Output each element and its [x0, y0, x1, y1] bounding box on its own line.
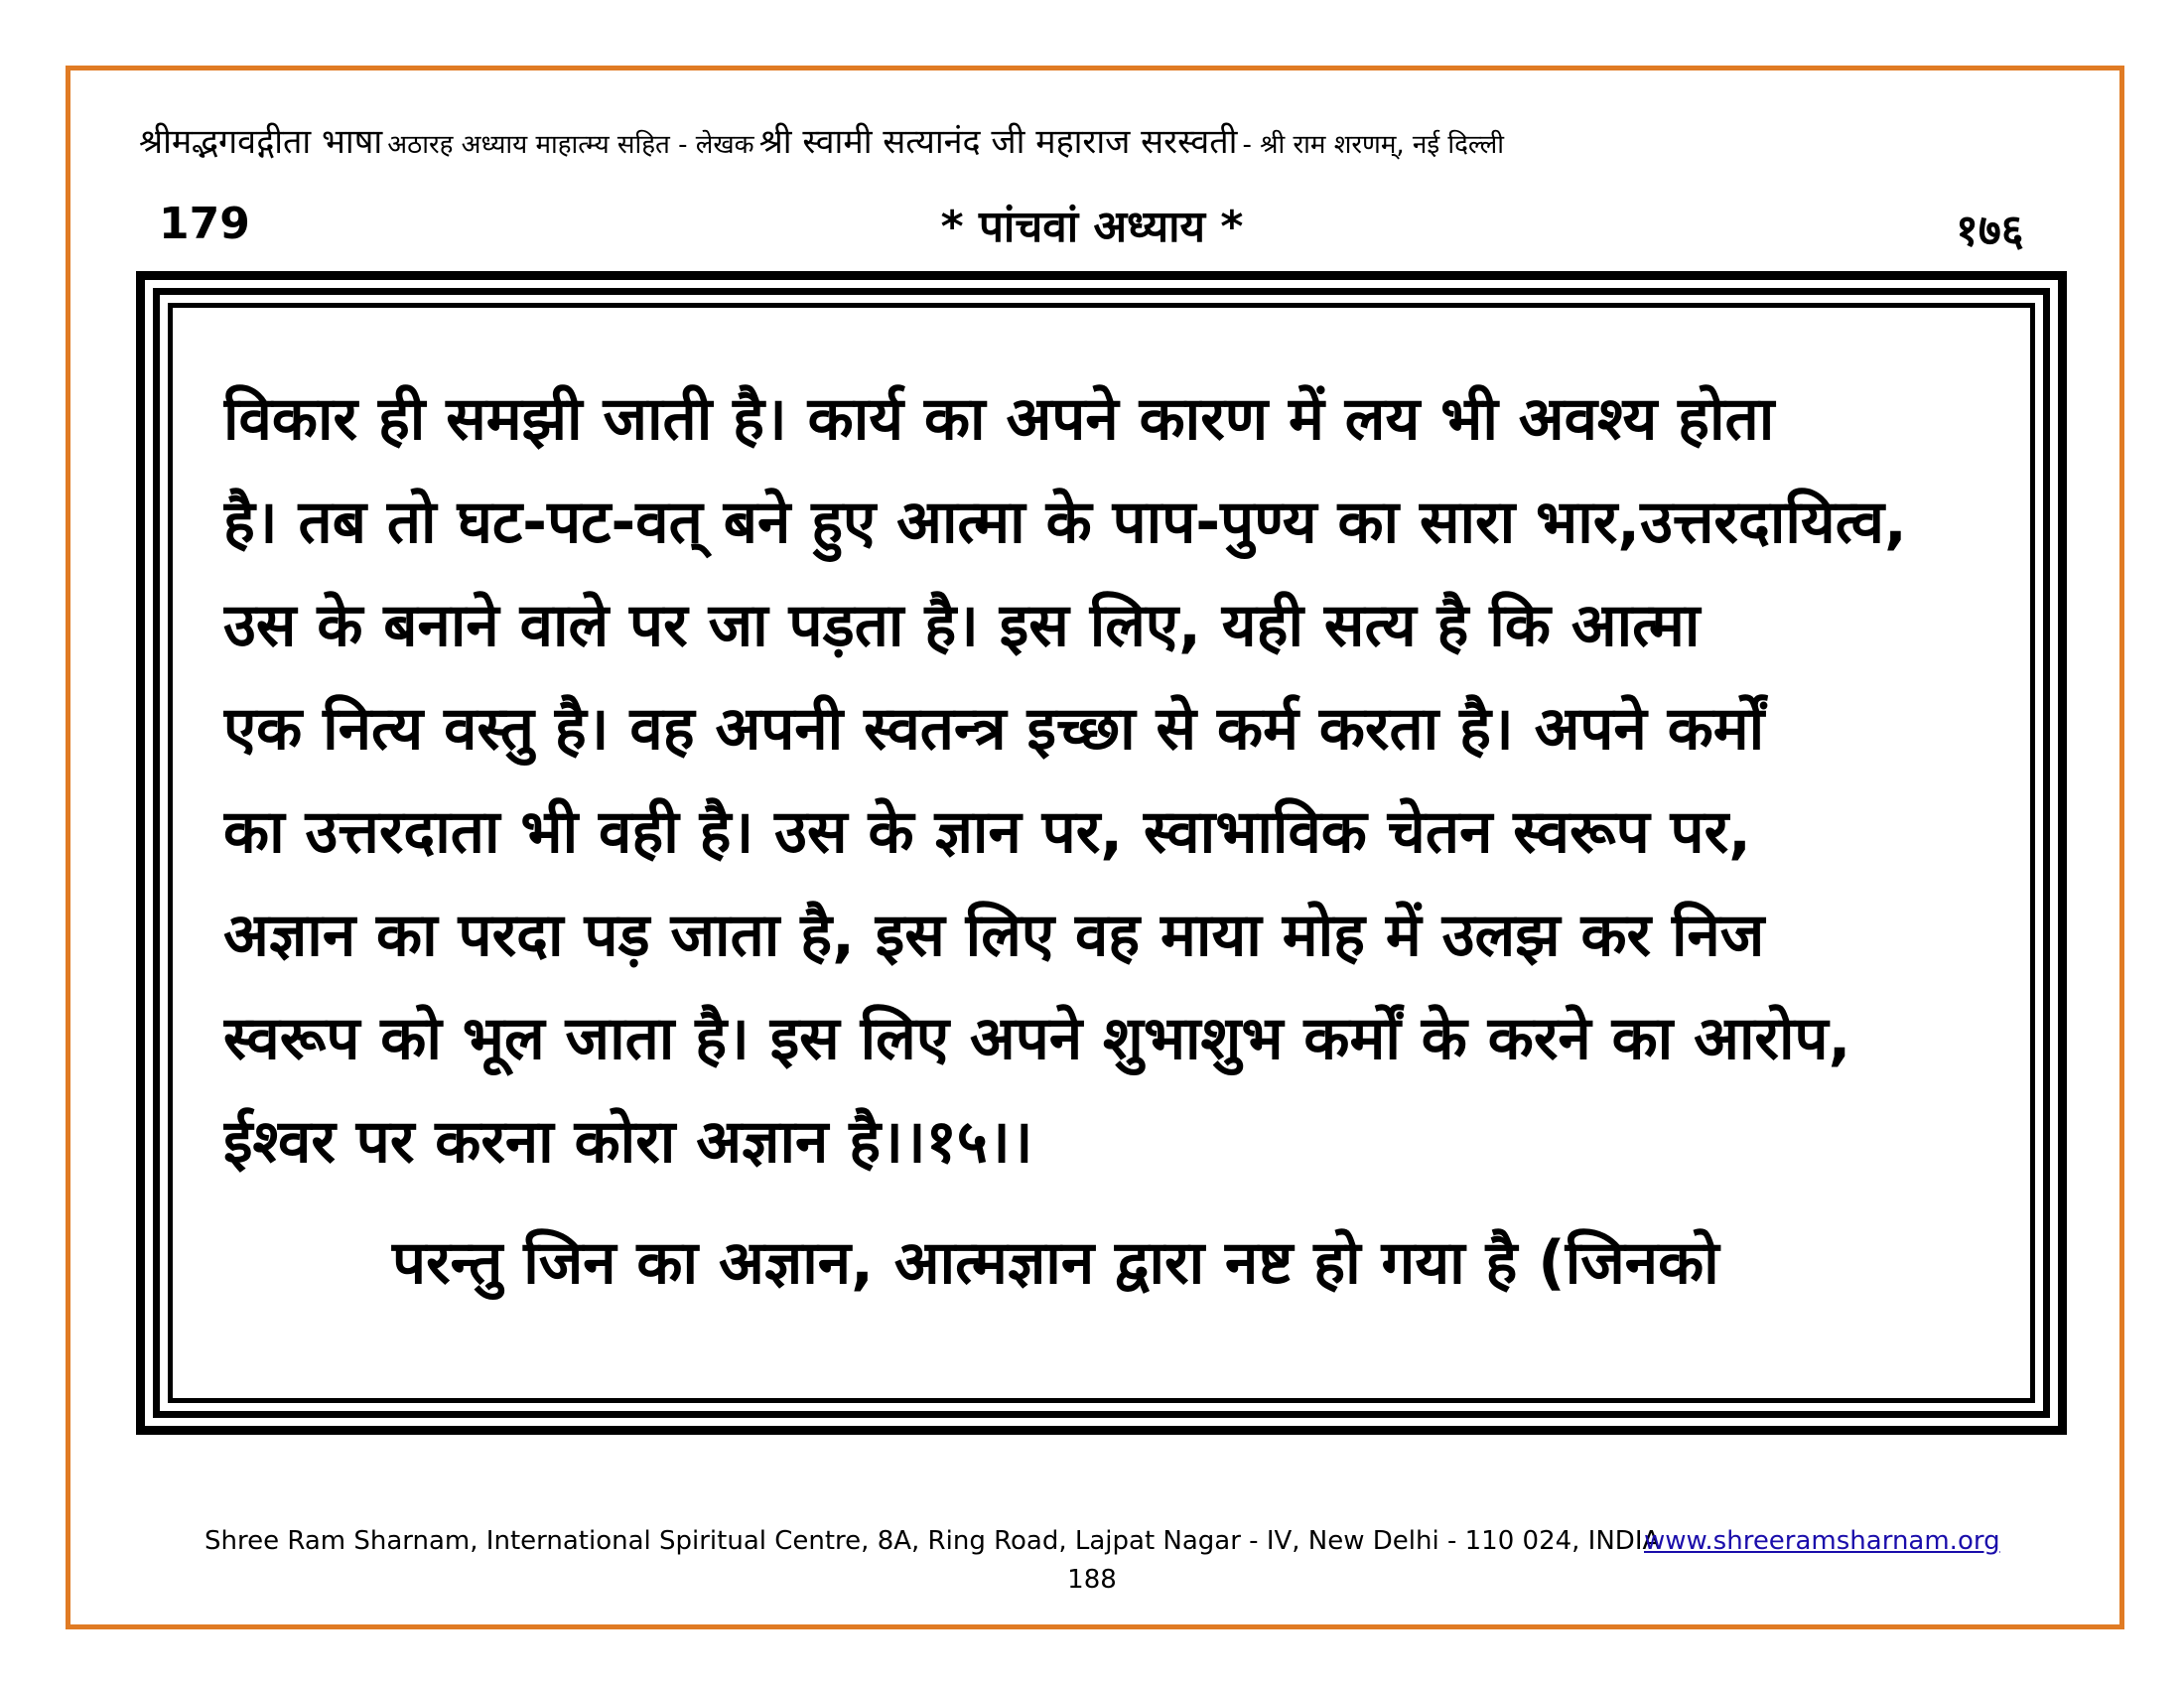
book-title: श्रीमद्भगवद्गीता भाषा — [139, 122, 383, 162]
book-subtitle: अठारह अध्याय माहात्म्य सहित - लेखक — [387, 130, 754, 160]
text-line: उस के बनाने वाले पर जा पड़ता है। इस लिए, यही सत्य है कि आत्मा — [223, 591, 1701, 660]
text-line: का उत्तरदाता भी वही है। उस के ज्ञान पर, स्वाभाविक चेतन स्वरूप पर, — [223, 797, 1751, 867]
text-line: है। तब तो घट-पट-वत् बने हुए आत्मा के पाप-पुण्य का सारा भार,उत्तरदायित्व, — [223, 488, 1907, 557]
text-line: अज्ञान का परदा पड़ जाता है, इस लिए वह माया मोह में उलझ कर निज — [223, 901, 1765, 970]
text-line: स्वरूप को भूल जाता है। इस लिए अपने शुभाशुभ कर्मों के करने का आरोप, — [223, 1004, 1851, 1073]
book-author: श्री स्वामी सत्यानंद जी महाराज सरस्वती — [758, 122, 1238, 162]
devanagari-page-number: १७६ — [1956, 206, 2024, 256]
text-line: ईश्वर पर करना कोरा अज्ञान है।।१५।। — [223, 1107, 1033, 1177]
chapter-title: * पांचवां अध्याय * — [940, 202, 1244, 252]
original-page-number: 179 — [159, 199, 250, 249]
book-header — [139, 117, 2065, 169]
book-publisher: - श्री राम शरणम्, नई दिल्ली — [1242, 130, 1504, 160]
footer-page-number: 188 — [1067, 1565, 1117, 1595]
text-line: एक नित्य वस्तु है। वह अपनी स्वतन्त्र इच्छा से कर्म करता है। अपने कर्मों — [223, 694, 1765, 764]
footer-address: Shree Ram Sharnam, International Spiritual Centre, 8A, Ring Road, Lajpat Nagar - IV, New Delhi - 110 024, INDIA — [205, 1526, 1661, 1556]
text-line-new-paragraph: परन्तु जिन का अज्ञान, आत्मज्ञान द्वारा नष्ट हो गया है (जिनको — [392, 1228, 1719, 1298]
text-line: विकार ही समझी जाती है। कार्य का अपने कारण में लय भी अवश्य होता — [223, 384, 1775, 454]
website-link[interactable]: www.shreeramsharnam.org — [1644, 1526, 2000, 1556]
verse-commentary — [223, 367, 1971, 1315]
